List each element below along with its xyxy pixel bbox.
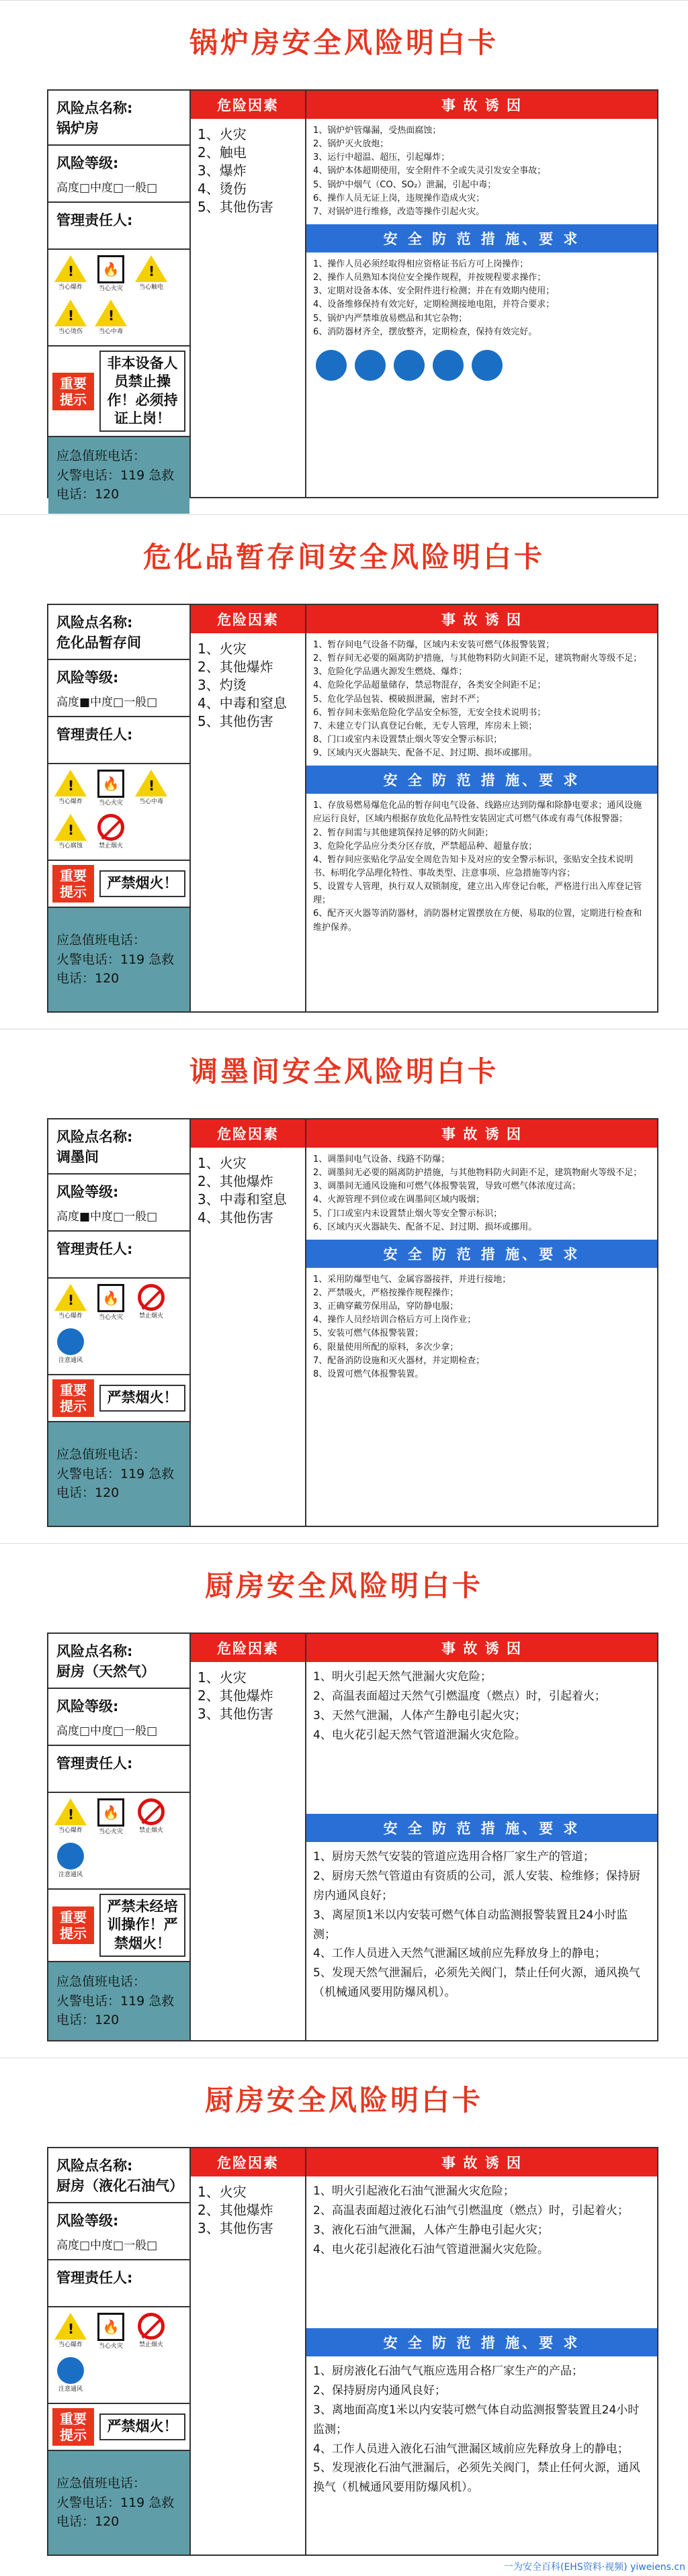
risk-level-label: 风险等级: <box>56 670 119 686</box>
signs-row <box>48 250 189 347</box>
sign-label: 当心爆炸 <box>58 798 83 805</box>
measure-item: 5、发现天然气泄漏后，必须先关阀门，禁止任何火源，通风换气（机械通风要用防爆风机）。 <box>313 1966 640 2000</box>
factor-header: 危险因素 <box>191 2148 305 2176</box>
measure-item: 7、配备消防设施和灭火器材，并定期检查； <box>313 1355 485 1366</box>
factor-item: 3、其他伤害 <box>198 2220 273 2236</box>
owner-label: 管理责任人: <box>56 1241 133 1257</box>
cause-item: 4、电火花引起液化石油气管道泄漏火灾危险。 <box>313 2242 549 2256</box>
important-badge: 重要提示 <box>52 865 94 903</box>
measure-item: 1、采用防爆型电气、金属容器接拌，并进行接地； <box>313 1274 511 1285</box>
factor-item: 3、中毒和窒息 <box>198 1191 287 1207</box>
factor-item: 1、火灾 <box>198 641 247 657</box>
cause-header: 事 故 诱 因 <box>306 1119 657 1148</box>
right-column <box>306 91 657 497</box>
sign-label: 当心火灾 <box>98 1829 123 1835</box>
cause-item: 3、调墨间无通风设施和可燃气体报警装置，导致可燃气体浓度过高； <box>313 1181 581 1192</box>
safety-sign <box>52 1843 89 1883</box>
cause-item: 4、危险化学品超量储存，禁忌物混存，各类安全间距不足； <box>313 680 546 691</box>
emergency-box <box>48 437 189 514</box>
important-badge: 重要提示 <box>52 2408 94 2446</box>
cause-item: 7、未建立专门认真登记台帐，无专人管理，库房未上锁； <box>313 721 538 731</box>
risk-level-label: 风险等级: <box>56 2213 119 2229</box>
ppe-icon <box>472 350 503 381</box>
factor-item: 3、爆炸 <box>198 163 247 179</box>
warning-triangle-icon <box>54 814 87 841</box>
measure-item: 1、厨房液化石油气气瓶应选用合格厂家生产的产品； <box>313 2364 583 2378</box>
cause-item: 2、锅炉灭火放炮； <box>313 139 389 150</box>
card-title: 调墨间安全风险明白卡 <box>189 1055 499 1088</box>
measure-item: 3、离屋顶1米以内安装可燃气体自动监测报警装置且24小时监测； <box>313 1908 628 1941</box>
measure-item: 3、正确穿戴劳保用品，穿防静电服； <box>313 1301 459 1312</box>
important-row <box>48 2404 189 2451</box>
risk-point-box <box>48 605 189 660</box>
measures-header: 安 全 防 范 措 施、要 求 <box>306 224 657 252</box>
owner-label: 管理责任人: <box>56 727 133 743</box>
owner-label: 管理责任人: <box>56 2270 133 2286</box>
safety-sign <box>52 770 89 810</box>
cause-item: 5、门口或室内未设置禁止烟火等安全警示标识； <box>313 1208 503 1219</box>
cause-item: 5、危化学品包装、模破损泄漏，密封不严； <box>313 694 485 704</box>
cause-item: 3、天然气泄漏，人体产生静电引起火灾； <box>313 1708 526 1722</box>
measure-item: 5、设置专人管理，执行双人双锁制度，建立出入库登记台帐，严格进行出入库登记管理； <box>313 882 642 906</box>
cause-item: 6、区域内灭火器缺失、配备不足、封过期、损坏或挪用。 <box>313 1222 538 1232</box>
important-badge: 重要提示 <box>52 373 94 410</box>
card-frame <box>47 89 658 502</box>
risk-level-box <box>48 146 189 203</box>
measure-item: 5、发现液化石油气泄漏后，必须先关阀门，禁止任何火源，通风换气（机械通风要用防爆风机）。 <box>313 2461 640 2495</box>
factor-header: 危险因素 <box>191 1634 305 1662</box>
measures-header: 安 全 防 范 措 施、要 求 <box>306 766 657 794</box>
right-column <box>306 2148 657 2555</box>
safety-sign <box>52 2313 89 2353</box>
cause-item: 1、锅炉炉管爆漏，受热面腐蚀； <box>313 126 441 136</box>
risk-card <box>0 0 688 514</box>
warning-triangle-icon <box>54 300 87 326</box>
safety-sign <box>52 814 89 854</box>
cause-item: 3、运行中超温、超压，引起爆炸； <box>313 152 450 163</box>
important-badge: 重要提示 <box>52 1379 94 1417</box>
factor-item: 3、灼烫 <box>198 677 247 693</box>
important-text: 严禁烟火！ <box>99 2413 185 2440</box>
cause-list <box>306 2176 657 2328</box>
factor-item: 1、火灾 <box>198 1155 247 1171</box>
ppe-icon <box>394 350 425 381</box>
measure-item: 2、操作人员熟知本岗位安全操作规程，并按规程要求操作； <box>313 273 546 283</box>
owner-box <box>48 2260 189 2307</box>
factor-item: 2、其他爆炸 <box>198 659 273 675</box>
cause-item: 2、高温表面超过液化石油气引燃温度（燃点）时，引起着火； <box>313 2203 629 2217</box>
owner-box <box>48 1232 189 1279</box>
measures-header: 安 全 防 范 措 施、要 求 <box>306 2328 657 2356</box>
cause-item: 3、液化石油气泄漏，人体产生静电引起火灾； <box>313 2223 549 2237</box>
factor-column <box>191 2148 306 2555</box>
sign-label: 当心爆炸 <box>58 1827 83 1834</box>
cause-item: 7、对锅炉进行维修，改造等操作引起火灾。 <box>313 206 485 217</box>
warning-triangle-icon <box>135 255 167 282</box>
warning-triangle-icon <box>54 2313 87 2340</box>
risk-level-value: 高度■中度□一般□ <box>56 696 158 709</box>
risk-level-label: 风险等级: <box>56 1698 119 1714</box>
risk-level-value: 高度□中度□一般□ <box>56 181 158 195</box>
risk-card <box>0 514 688 1029</box>
risk-point-value: 调墨间 <box>56 1149 99 1165</box>
measures-list <box>306 1842 657 2008</box>
cause-item: 1、明火引起液化石油气泄漏火灾危险； <box>313 2184 515 2198</box>
warning-triangle-icon <box>95 300 127 326</box>
warning-triangle-icon <box>54 770 87 796</box>
risk-card <box>0 1543 688 2058</box>
measure-item: 6、配齐灭火器等消防器材，消防器材定置摆放在方便、易取的位置，定期进行检查和维护保养。 <box>313 909 642 933</box>
measure-item: 4、工作人员进入天然气泄漏区域前应先释放身上的静电； <box>313 1947 606 1961</box>
ppe-icon <box>355 350 386 381</box>
factor-list <box>191 1148 305 1234</box>
safety-sign <box>93 770 129 810</box>
right-column <box>306 1634 657 2040</box>
factor-item: 1、火灾 <box>198 1669 247 1686</box>
owner-label: 管理责任人: <box>56 1755 133 1772</box>
fire-icon: 🔥 <box>97 770 124 798</box>
risk-point-box <box>48 1634 189 1689</box>
important-text: 严禁未经培训操作！严禁烟火！ <box>99 1894 185 1957</box>
measure-item: 8、设置可燃气体报警装置。 <box>313 1369 424 1379</box>
cause-header: 事 故 诱 因 <box>306 2148 657 2176</box>
sign-label: 禁止烟火 <box>138 1827 163 1834</box>
important-text: 非本设备人员禁止操作！必须持证上岗！ <box>99 351 185 432</box>
left-column <box>48 1119 191 1526</box>
sign-label: 当心爆炸 <box>58 284 83 291</box>
sign-label: 注意通风 <box>58 1872 83 1878</box>
risk-point-label: 风险点名称: <box>56 100 133 116</box>
safety-sign <box>52 1798 89 1839</box>
cause-item: 2、调墨间无必要的隔离防护措施，与其他物料防火间距不足，建筑物耐火等级不足； <box>313 1168 642 1179</box>
measure-item: 5、安装可燃气体报警装置； <box>313 1328 424 1339</box>
cause-item: 6、暂存间未张贴危险化学品安全标签，无安全技术说明书； <box>313 707 546 718</box>
cause-list <box>306 1148 657 1240</box>
factor-item: 1、火灾 <box>198 2184 247 2200</box>
cause-item: 4、电火花引起天然气管道泄漏火灾危险。 <box>313 1728 526 1742</box>
measure-item: 4、设备维修保持有效完好，定期检测接地电阻，并符合要求； <box>313 300 555 310</box>
cause-header: 事 故 诱 因 <box>306 605 657 633</box>
risk-point-box <box>48 91 189 146</box>
measure-item: 5、锅炉内严禁堆放易燃品和其它杂物； <box>313 313 468 324</box>
emergency-box <box>48 1422 189 1526</box>
ventilation-icon <box>57 2357 84 2384</box>
safety-sign <box>133 1284 169 1324</box>
owner-box <box>48 203 189 250</box>
warning-triangle-icon <box>54 255 87 282</box>
risk-point-value: 厨房（液化石油气） <box>56 2178 183 2194</box>
safety-sign <box>93 1798 129 1839</box>
card-title: 危化品暂存间安全风险明白卡 <box>142 541 545 573</box>
emergency-title: 应急值班电话： <box>56 2476 146 2491</box>
sign-label: 注意通风 <box>58 1357 83 1364</box>
factor-list <box>191 119 305 223</box>
card-frame <box>47 2147 658 2556</box>
safety-sign <box>52 2357 89 2397</box>
factor-header: 危险因素 <box>191 1119 305 1148</box>
cause-item: 2、暂存间无必要的隔离防护措施，与其他物料防火间距不足，建筑物耐火等级不足； <box>313 653 642 664</box>
factor-item: 4、烫伤 <box>198 181 247 197</box>
risk-point-box <box>48 1119 189 1175</box>
prohibition-icon <box>97 814 124 841</box>
risk-level-value: 高度■中度□一般□ <box>56 1210 158 1224</box>
left-column <box>48 1634 191 2040</box>
card-frame <box>47 1118 658 1527</box>
right-column <box>306 605 657 1011</box>
warning-triangle-icon <box>54 1284 87 1311</box>
safety-sign <box>52 1328 89 1369</box>
risk-level-value: 高度□中度□一般□ <box>56 1724 158 1738</box>
emergency-box <box>48 1962 189 2040</box>
risk-point-label: 风险点名称: <box>56 1129 133 1145</box>
important-row <box>48 1890 189 1962</box>
owner-box <box>48 717 189 764</box>
warning-triangle-icon <box>135 770 167 796</box>
risk-point-value: 锅炉房 <box>56 120 99 136</box>
important-badge: 重要提示 <box>52 1906 94 1944</box>
cause-item: 1、暂存间电气设备不防爆，区域内未安装可燃气体报警装置； <box>313 640 555 650</box>
signs-row <box>48 1793 189 1890</box>
risk-level-box <box>48 1175 189 1232</box>
cause-item: 6、操作人员无证上岗，违规操作造成火灾； <box>313 193 485 203</box>
factor-item: 3、其他伤害 <box>198 1706 273 1722</box>
emergency-title: 应急值班电话： <box>56 1974 146 1990</box>
sign-label: 当心火灾 <box>98 2343 123 2350</box>
factor-list <box>191 633 305 737</box>
card-frame <box>47 604 658 1013</box>
cause-item: 8、门口或室内未设置禁止烟火等安全警示标识； <box>313 734 503 745</box>
important-text: 严禁烟火！ <box>99 1385 185 1411</box>
risk-level-box <box>48 1689 189 1746</box>
important-row <box>48 347 189 437</box>
sign-label: 当心爆炸 <box>58 2342 83 2348</box>
factor-item: 1、火灾 <box>198 126 247 142</box>
factor-item: 4、中毒和窒息 <box>198 695 287 711</box>
measure-item: 3、危险化学品应分类分区存放，严禁超品种、超量存放； <box>313 841 538 852</box>
sign-label: 当心火灾 <box>98 285 123 292</box>
cause-item: 1、调墨间电气设备、线路不防爆； <box>313 1154 450 1164</box>
factor-column <box>191 91 306 497</box>
measures-header: 安 全 防 范 措 施、要 求 <box>306 1814 657 1842</box>
measure-item: 2、保持厨房内通风良好； <box>313 2383 446 2397</box>
sign-label: 当心触电 <box>138 284 163 291</box>
safety-sign <box>93 814 129 854</box>
factor-item: 2、触电 <box>198 144 247 160</box>
fire-icon: 🔥 <box>97 1284 124 1312</box>
safety-sign <box>133 1798 169 1839</box>
risk-point-value: 危化品暂存间 <box>56 635 141 651</box>
fire-icon: 🔥 <box>97 2313 124 2341</box>
safety-sign <box>52 300 89 340</box>
safety-sign <box>133 770 169 810</box>
ppe-icon <box>433 350 464 381</box>
safety-sign <box>133 255 169 295</box>
important-text: 严禁烟火！ <box>99 870 185 896</box>
factor-item: 5、其他伤害 <box>198 199 273 215</box>
factor-column <box>191 1634 306 2040</box>
measure-item: 2、严禁吸火，严格按操作规程操作； <box>313 1287 459 1298</box>
risk-point-value: 厨房（天然气） <box>56 1663 155 1680</box>
ppe-icons <box>306 344 657 386</box>
factor-item: 4、其他伤害 <box>198 1209 273 1226</box>
factor-column <box>191 1119 306 1526</box>
risk-card <box>0 1029 688 1543</box>
cause-item: 4、锅炉本体超期使用，安全附件不全或失灵引发安全事故； <box>313 166 546 177</box>
cause-item: 4、火源管理不到位或在调墨间区域内吸烟； <box>313 1195 485 1205</box>
safety-sign <box>93 300 129 340</box>
risk-point-box <box>48 2148 189 2203</box>
cause-header: 事 故 诱 因 <box>306 91 657 119</box>
safety-sign <box>93 1284 129 1324</box>
signs-row <box>48 2307 189 2404</box>
cause-item: 5、锅炉中烟气（CO、SO₂）泄漏，引起中毒； <box>313 179 497 190</box>
ppe-icon <box>316 350 347 381</box>
factor-column <box>191 605 306 1011</box>
measure-item: 3、定期对设备本体、安全附件进行检测；并在有效期内使用； <box>313 286 555 297</box>
emergency-title: 应急值班电话： <box>56 449 146 464</box>
measure-item: 4、操作人员经培训合格后方可上岗作业； <box>313 1315 476 1326</box>
sign-label: 当心火灾 <box>98 1314 123 1321</box>
card-title: 厨房安全风险明白卡 <box>204 1569 483 1602</box>
risk-level-box <box>48 2203 189 2260</box>
safety-sign <box>52 255 89 295</box>
right-column <box>306 1119 657 1526</box>
factor-item: 5、其他伤害 <box>198 713 273 729</box>
cause-list <box>306 633 657 766</box>
prohibition-icon <box>138 1284 165 1311</box>
sign-label: 当心中毒 <box>98 328 123 335</box>
measure-item: 1、操作人员必须经取得相应资格证书后方可上岗操作； <box>313 259 529 269</box>
sign-label: 注意通风 <box>58 2386 83 2393</box>
risk-point-label: 风险点名称: <box>56 2158 133 2174</box>
measure-item: 4、暂存间应张贴化学品安全周危告知卡及对应的安全警示标识，张贴安全技术说明书、标明化学品理化特性、事故类型、注意事项、应急措施等内容； <box>313 854 634 878</box>
signs-row <box>48 1279 189 1375</box>
measures-list <box>306 252 657 344</box>
owner-label: 管理责任人: <box>56 212 133 228</box>
factor-list <box>191 1662 305 1730</box>
cause-item: 9、区域内灭火器缺失、配备不足、封过期、损坏或挪用。 <box>313 748 538 759</box>
measure-item: 2、暂存间需与其他建筑保持足够的防火间距； <box>313 827 494 838</box>
prohibition-icon <box>138 2313 165 2340</box>
footer-watermark: 一为安全百科(EHS资料·视频) yiweiens.cn <box>503 2562 685 2573</box>
signs-row <box>48 764 189 861</box>
card-frame <box>47 1632 658 2041</box>
safety-sign <box>93 2313 129 2353</box>
cause-header: 事 故 诱 因 <box>306 1634 657 1662</box>
emergency-phone: 火警电话：119 急救电话：120 <box>56 1466 175 1501</box>
risk-level-box <box>48 660 189 717</box>
risk-point-label: 风险点名称: <box>56 1643 133 1659</box>
owner-box <box>48 1746 189 1793</box>
measures-list <box>306 794 657 939</box>
sign-label: 当心腐蚀 <box>58 843 83 849</box>
cause-item: 2、高温表面超过天然气引燃温度（燃点）时，引起着火； <box>313 1689 606 1703</box>
important-row <box>48 861 189 908</box>
risk-level-label: 风险等级: <box>56 1184 119 1200</box>
emergency-phone: 火警电话：119 急救电话：120 <box>56 467 175 502</box>
factor-item: 2、其他爆炸 <box>198 1173 273 1189</box>
measures-header: 安 全 防 范 措 施、要 求 <box>306 1240 657 1268</box>
fire-icon: 🔥 <box>97 255 124 283</box>
emergency-phone: 火警电话：119 急救电话：120 <box>56 952 175 986</box>
measures-list <box>306 2356 657 2503</box>
measure-item: 2、厨房天然气管道由有资质的公司，派人安装、检维修；保持厨房内通风良好； <box>313 1869 640 1902</box>
cause-item: 3、危险化学品遇火源发生燃烧、爆炸； <box>313 667 468 678</box>
measure-item: 1、存放易燃易爆危化品的暂存间电气设备、线路应达到防爆和除静电要求；通风设施应运行良好，区域内根据存放危化品特性安装固定式可燃气体或有毒气体报警器； <box>313 800 642 825</box>
safety-sign <box>52 1284 89 1324</box>
ventilation-icon <box>57 1843 84 1870</box>
risk-level-value: 高度□中度□一般□ <box>56 2239 158 2252</box>
sign-label: 当心爆炸 <box>58 1313 83 1320</box>
measure-item: 1、厨房天然气安装的管道应选用合格厂家生产的管道； <box>313 1850 595 1864</box>
factor-item: 2、其他爆炸 <box>198 1688 273 1704</box>
measure-item: 6、消防器材齐全，摆放整齐，定期检查，保持有效完好。 <box>313 326 538 337</box>
sign-label: 禁止烟火 <box>138 2342 163 2348</box>
sign-label: 当心烫伤 <box>58 328 83 335</box>
prohibition-icon <box>138 1798 165 1825</box>
warning-triangle-icon <box>54 1798 87 1825</box>
factor-item: 2、其他爆炸 <box>198 2202 273 2218</box>
factor-list <box>191 2176 305 2244</box>
emergency-title: 应急值班电话： <box>56 1447 146 1463</box>
measure-item: 3、离地面高度1米以内安装可燃气体自动监测报警装置且24小时监测； <box>313 2403 640 2436</box>
ventilation-icon <box>57 1328 84 1355</box>
cause-item: 1、明火引起天然气泄漏火灾危险； <box>313 1670 492 1684</box>
measures-list <box>306 1268 657 1387</box>
measure-item: 6、限量使用所配的原料，多次少拿； <box>313 1342 459 1352</box>
cause-list <box>306 1662 657 1814</box>
card-title: 锅炉房安全风险明白卡 <box>189 26 499 59</box>
sign-label: 禁止烟火 <box>98 843 123 849</box>
measure-item: 4、工作人员进入液化石油气泄漏区域前应先释放身上的静电； <box>313 2442 629 2456</box>
sign-label: 当心火灾 <box>98 800 123 807</box>
fire-icon: 🔥 <box>97 1798 124 1827</box>
emergency-title: 应急值班电话： <box>56 933 146 948</box>
emergency-box <box>48 908 189 1011</box>
factor-header: 危险因素 <box>191 605 305 633</box>
safety-sign <box>133 2313 169 2353</box>
risk-point-label: 风险点名称: <box>56 614 133 631</box>
emergency-box <box>48 2451 189 2555</box>
cause-list <box>306 119 657 224</box>
emergency-phone: 火警电话：119 急救电话：120 <box>56 2495 175 2530</box>
safety-sign <box>93 255 129 295</box>
important-row <box>48 1375 189 1422</box>
risk-card <box>0 2058 688 2572</box>
sign-label: 当心中毒 <box>138 798 163 805</box>
left-column <box>48 91 191 502</box>
left-column <box>48 2148 191 2555</box>
emergency-phone: 火警电话：119 急救电话：120 <box>56 1993 175 2028</box>
risk-level-label: 风险等级: <box>56 155 119 171</box>
card-title: 厨房安全风险明白卡 <box>204 2084 483 2117</box>
factor-header: 危险因素 <box>191 91 305 119</box>
sign-label: 禁止烟火 <box>138 1313 163 1320</box>
left-column <box>48 605 191 1011</box>
